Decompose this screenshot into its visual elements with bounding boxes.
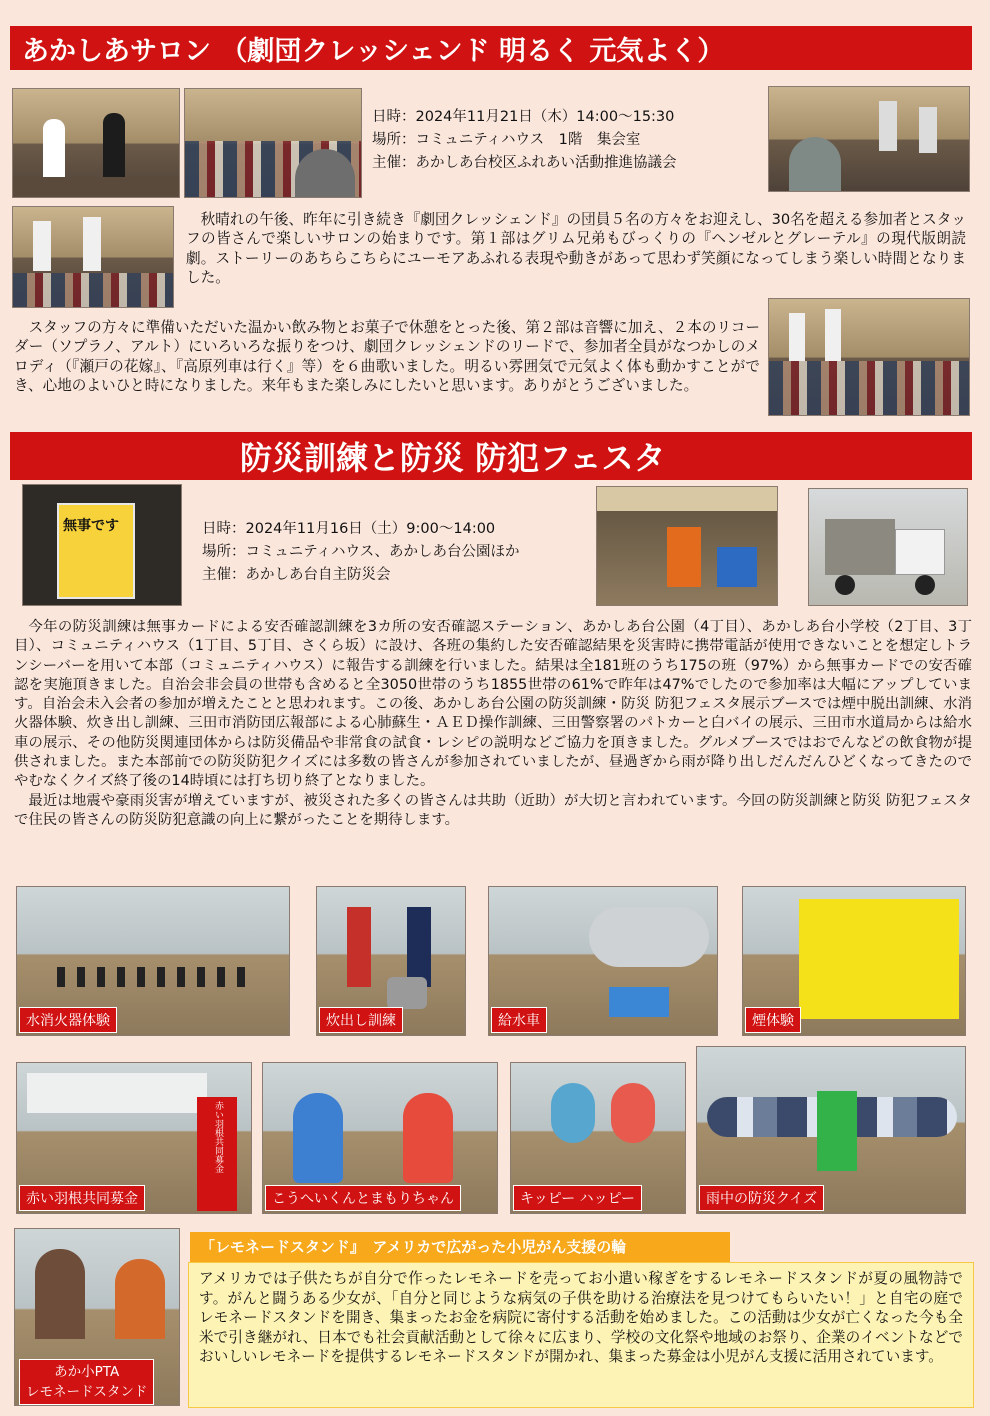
photo-cooking [316, 886, 466, 1036]
salon-photo-1 [12, 88, 180, 198]
photo-label: 赤い羽根共同募金 [19, 1185, 145, 1211]
bousai-host: 主催：あかしあ台自主防災会 [202, 567, 391, 583]
photo-label: こうへいくんとまもりちゃん [265, 1185, 461, 1211]
salon-title-banner [10, 26, 972, 70]
bousai-card-text: 無事です [63, 518, 119, 534]
photo-rain-quiz [696, 1046, 966, 1214]
photo-label: 炊出し訓練 [319, 1007, 403, 1033]
photo-water-truck [488, 886, 718, 1036]
salon-photo-5 [768, 298, 970, 416]
salon-info [372, 106, 762, 175]
photo-label: 水消火器体験 [19, 1007, 117, 1033]
photo-kippy-happy [510, 1062, 686, 1214]
bousai-paragraphs [14, 618, 972, 830]
bousai-info [202, 518, 592, 587]
photo-label: 給水車 [491, 1007, 547, 1033]
photo-mascots-police [262, 1062, 498, 1214]
salon-paragraph-2 [14, 318, 760, 396]
photo-label: キッピー ハッピー [513, 1185, 642, 1211]
salon-photo-4 [12, 206, 174, 308]
bousai-date: 日時：2024年11月16日（土）9:00～14:00 [202, 521, 496, 537]
bousai-place: 場所：コミュニティハウス、あかしあ台公園ほか [202, 544, 520, 560]
photo-label: 雨中の防災クイズ [699, 1185, 824, 1211]
bousai-para2-text: 最近は地震や豪雨災害が増えていますが、被災された多くの皆さんは共助（近助）が大切と言われています。今回の防災訓練と防災 防犯フェスタで住民の皆さんの防災防犯意識の向上に繋がったことを期待します。 [14, 792, 972, 828]
bousai-title-banner [10, 432, 972, 480]
bousai-card-photo [22, 484, 182, 606]
photo-smoke-experience [742, 886, 966, 1036]
photo-water-extinguisher [16, 886, 290, 1036]
photo-label: 煙体験 [745, 1007, 801, 1033]
lemonade-text: アメリカでは子供たちが自分で作ったレモネードを売ってお小遣い稼ぎをするレモネードスタンドが夏の風物詩です。がんと闘うある少女が、「自分と同じような病気の子供を助ける治療法を見つけてもらいたい！」と自宅の庭でレモネードスタンドを開き、集まったお金を病院に寄付する活動を始めました。この活動は少女が亡くなった今も全米で引き継がれ、日本でも社会貢献活動として徐々に広まり、学校の文化祭や地域のお祭り、企業のイベントなどでおいしいレモネードを提供するレモネードスタンドが開かれ、集まった募金は小児がん支援に活用されています。 [199, 1270, 963, 1366]
salon-date: 日時：2024年11月21日（木）14:00～15:30 [372, 109, 675, 125]
pta-label-2: レモネードスタンド [26, 1384, 148, 1400]
pta-label-1: あか小PTA [54, 1364, 120, 1380]
salon-photo-3 [768, 86, 970, 192]
lemonade-heading-text: 「レモネードスタンド』 アメリカで広がった小児がん支援の輪 [200, 1238, 627, 1256]
photo-red-feather [16, 1062, 252, 1214]
salon-title: あかしあサロン （劇団クレッシェンド 明るく 元気よく） [22, 35, 725, 67]
salon-paragraph-1 [186, 210, 966, 288]
bousai-title: 防災訓練と防災 防犯フェスタ [240, 439, 666, 477]
lemonade-heading [190, 1232, 730, 1262]
lemonade-box [188, 1262, 974, 1408]
bousai-truck-photo [808, 488, 968, 606]
salon-photo-2 [184, 88, 362, 198]
bousai-tent-photo [596, 486, 778, 606]
red-feather-banner-text: 赤い羽根共同募金 [213, 1101, 223, 1173]
salon-para1-text: 秋晴れの午後、昨年に引き続き『劇団クレッシェンド』の団員５名の方々をお迎えし、30名を超える参加者とスタッフの皆さんで楽しいサロンの始まりです。第１部はグリム兄弟もびっくりの『ヘンゼルとグレーテル』の現代版朗読劇。ストーリーのあちらこちらにユーモアあふれる表現や動きがあって思わず笑顔になってしまう楽しい時間となりました。 [186, 211, 966, 287]
salon-place: 場所：コミュニティハウス 1階 集会室 [372, 132, 641, 148]
photo-pta-lemonade [14, 1228, 180, 1406]
salon-host: 主催：あかしあ台校区ふれあい活動推進協議会 [372, 155, 677, 171]
bousai-para1-text: 今年の防災訓練は無事カードによる安否確認訓練を3カ所の安否確認ステーション、あかしあ台公園（4丁目）、あかしあ台小学校（2丁目、3丁目）、コミュニティハウス（1丁目、5丁目、さくら坂）に設け、各班の集約した安否確認結果を災害時に携帯電話が使用できないことを想定しトランシーバーを用いて本部（コミュニティハウス）に報告する訓練を行いました。結果は全181班のうち175の班（97%）から無事カードでの安否確認を実施頂きました。自治会非会員の世帯も含めると全3050世帯のうち1855世帯の61%で昨年は47%でしたので参加率は大幅にアップしています。自治会未入会者の参加が増えたことと思われます。この後、あかしあ台公園の防災訓練・防災 防犯フェスタ展示ブースでは煙中脱出訓練、水消火器体験、炊き出し訓練、三田市消防団広報部による心肺蘇生・ＡＥＤ操作訓練、三田警察署のパトカーと白バイの展示、三田市水道局からは給水車の展示、その他防災関連団体からは防災備品や非常食の試食・レシピの説明などご協力を頂きました。グルメブースではおでんなどの飲食物が提供されました。また本部前での防災防犯クイズには多数の皆さんが参加されていましたが、昼過ぎから雨が降り出しだんだんひどくなってきたのでやむなくクイズ終了後の14時頃には打ち切り終了となりました。 [14, 619, 972, 790]
salon-para2-text: スタッフの方々に準備いただいた温かい飲み物とお菓子で休憩をとった後、第２部は音響に加え、２本のリコーダー（ソプラノ、アルト）にいろいろな振りをつけ、劇団クレッシェンドのリードで、参加者全員がなつかしのメロディ（『瀬戸の花嫁』、『高原列車は行く』等）を６曲歌いました。明るい雰囲気で元気よく体も動かすことができ、心地のよいひと時になりました。来年もまた楽しみにしたいと思います。ありがとうございました。 [14, 319, 760, 395]
